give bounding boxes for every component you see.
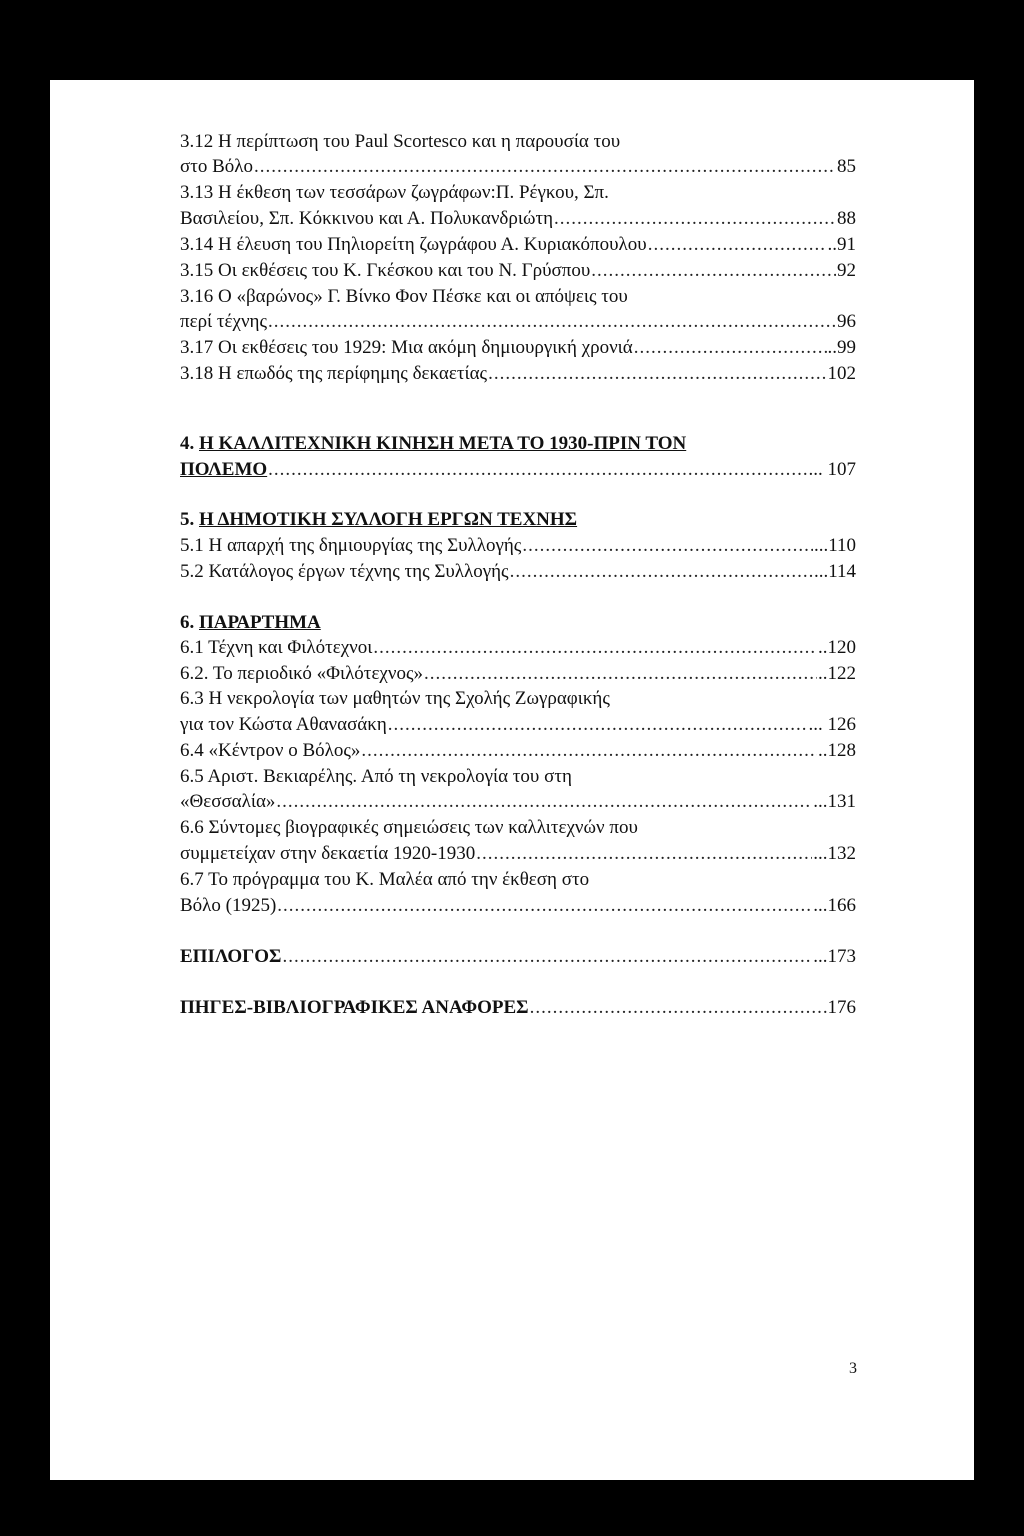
section-number: 6.: [180, 612, 199, 633]
toc-entry-3-16-line-2: [180, 310, 856, 334]
toc-entry-3-12-line-1: [180, 130, 856, 154]
toc-entry-text: «Θεσσαλία»: [180, 791, 276, 812]
toc-entry-6-6-line-1: [180, 816, 856, 840]
toc-entry-6-4: [180, 739, 856, 763]
toc-entry-3-14: [180, 233, 856, 257]
toc-entry-text: 3.12 Η περίπτωση του Paul Scortesco και η παρουσία του: [180, 131, 621, 152]
toc-entry-3-18: [180, 362, 856, 386]
toc-entry-text: περί τέχνης: [180, 311, 268, 332]
section-heading: ΠΟΛΕΜΟ: [180, 459, 268, 480]
leader-dots: [634, 336, 827, 360]
section-heading: ΕΠΙΛΟΓΟΣ: [180, 946, 282, 967]
leader-dots: [268, 310, 836, 334]
leader-dots: [388, 713, 808, 737]
toc-entry-text: συμμετείχαν στην δεκαετία 1920-1930: [180, 843, 476, 864]
toc-page-number: ...132: [813, 843, 856, 864]
toc-entry-text: 5.2 Κατάλογος έργων τέχνης της Συλλογής: [180, 561, 509, 582]
toc-entry-3-12-line-2: [180, 155, 856, 179]
section-heading: Η ΔΗΜΟΤΙΚΗ ΣΥΛΛΟΓΗ ΕΡΓΩΝ ΤΕΧΝΗΣ: [199, 509, 578, 530]
leader-dots: [554, 207, 836, 231]
toc-epilogue: [180, 945, 856, 969]
toc-entry-text: 3.14 Η έλευση του Πηλιορείτη ζωγράφου Α. Κυριακόπουλου: [180, 234, 647, 255]
toc-page-number: 88: [837, 208, 856, 229]
section-number: 5.: [180, 509, 199, 530]
toc-entry-text: Βόλο (1925): [180, 895, 277, 916]
toc-entry-5-1: [180, 534, 856, 558]
toc-entry-text: για τον Κώστα Αθανασάκη: [180, 714, 387, 735]
toc-page-number: ... 126: [808, 714, 856, 735]
toc-entry-text: 6.2. Το περιοδικό «Φιλότεχνος»: [180, 663, 423, 684]
toc-page-number: 176: [827, 997, 856, 1018]
toc-entry-text: 6.3 Η νεκρολογία των μαθητών της Σχολής Ζωγραφικής: [180, 688, 610, 709]
toc-entry-6-7-line-1: [180, 868, 856, 892]
document-page: [50, 80, 974, 1480]
toc-entry-6-5-line-2: [180, 790, 856, 814]
toc-page-number: ...173: [813, 946, 856, 967]
leader-dots: [648, 233, 827, 257]
toc-entry-6-2: [180, 662, 856, 686]
toc-entry-text: στο Βόλο: [180, 156, 254, 177]
toc-page-number: ..122: [818, 663, 856, 684]
toc-entry-6-6-line-2: [180, 842, 856, 866]
leader-dots: [254, 155, 836, 179]
toc-page-number: ...110: [813, 535, 856, 556]
toc-entry-text: 3.17 Οι εκθέσεις του 1929: Μια ακόμη δημιουργική χρονιά: [180, 337, 633, 358]
leader-dots: [476, 842, 812, 866]
toc-entry-6-7-line-2: [180, 894, 856, 918]
toc-entry-text: 3.18 Η επωδός της περίφημης δεκαετίας: [180, 363, 488, 384]
toc-entry-6-5-line-1: [180, 765, 856, 789]
toc-page-number: ...166: [813, 895, 856, 916]
toc-entry-text: 6.7 Το πρόγραμμα του Κ. Μαλέα από την έκθεση στο: [180, 869, 590, 890]
toc-entry-6-1: [180, 636, 856, 660]
leader-dots: [488, 362, 826, 386]
toc-page-number: ..91: [827, 234, 856, 255]
toc-section-5: [180, 508, 856, 532]
toc-entry-3-13-line-1: [180, 181, 856, 205]
section-heading: ΠΗΓΕΣ-ΒΙΒΛΙΟΓΡΑΦΙΚΕΣ ΑΝΑΦΟΡΕΣ: [180, 997, 529, 1018]
leader-dots: [277, 894, 812, 918]
leader-dots: [510, 560, 813, 584]
toc-page-number: 96: [837, 311, 856, 332]
toc-entry-text: 3.13 Η έκθεση των τεσσάρων ζωγράφων:Π. Ρέγκου, Σπ.: [180, 182, 609, 203]
toc-entry-text: 6.6 Σύντομες βιογραφικές σημειώσεις των καλλιτεχνών που: [180, 817, 638, 838]
toc-entry-text: 6.1 Τέχνη και Φιλότεχνοι: [180, 637, 373, 658]
leader-dots: [530, 996, 827, 1020]
toc-entry-text: 6.4 «Κέντρον ο Βόλος»: [180, 740, 361, 761]
toc-entry-3-17: [180, 336, 856, 360]
leader-dots: [282, 945, 812, 969]
toc-sources: [180, 996, 856, 1020]
toc-page-number: ..128: [818, 740, 856, 761]
toc-page-number: ..99: [827, 337, 856, 358]
toc-page-number: ... 107: [808, 459, 856, 480]
toc-entry-3-15: [180, 259, 856, 283]
toc-entry-text: 5.1 Η απαρχή της δημιουργίας της Συλλογής: [180, 535, 522, 556]
page-number: 3: [849, 1360, 857, 1377]
toc-entry-6-3-line-2: [180, 713, 856, 737]
section-heading: Η ΚΑΛΛΙΤΕΧΝΙΚΗ ΚΙΝΗΣΗ ΜΕΤΑ ΤΟ 1930-ΠΡΙΝ ΤΟΝ: [199, 433, 687, 454]
toc-page-number: 102: [827, 363, 856, 384]
toc-page-number: ..120: [818, 637, 856, 658]
leader-dots: [522, 534, 813, 558]
section-heading: ΠΑΡΑΡΤΗΜΑ: [199, 612, 321, 633]
leader-dots: [361, 739, 817, 763]
leader-dots: [424, 662, 817, 686]
leader-dots: [276, 790, 812, 814]
toc-entry-text: Βασιλείου, Σπ. Κόκκινου και Α. Πολυκανδριώτη: [180, 208, 554, 229]
toc-page-number: 92: [837, 260, 856, 281]
toc-entry-text: 3.16 Ο «βαρώνος» Γ. Βίνκο Φον Πέσκε και οι απόψεις του: [180, 286, 628, 307]
toc-page-number: ...114: [813, 561, 856, 582]
toc-entry-6-3-line-1: [180, 687, 856, 711]
toc-entry-3-13-line-2: [180, 207, 856, 231]
toc-entry-text: 3.15 Οι εκθέσεις του Κ. Γκέσκου και του Ν. Γρύσπου: [180, 260, 591, 281]
toc-page-number: 85: [837, 156, 856, 177]
toc-entry-text: 6.5 Αριστ. Βεκιαρέλης. Από τη νεκρολογία του στη: [180, 766, 572, 787]
toc-page-number: ...131: [813, 791, 856, 812]
toc-entry-3-16-line-1: [180, 285, 856, 309]
toc-section-6: [180, 611, 856, 635]
section-number: 4.: [180, 433, 199, 454]
toc-entry-5-2: [180, 560, 856, 584]
toc-section-4-line-2: [180, 458, 856, 482]
leader-dots: [591, 259, 836, 283]
toc-section-4-line-1: [180, 432, 856, 456]
leader-dots: [268, 458, 807, 482]
leader-dots: [373, 636, 817, 660]
